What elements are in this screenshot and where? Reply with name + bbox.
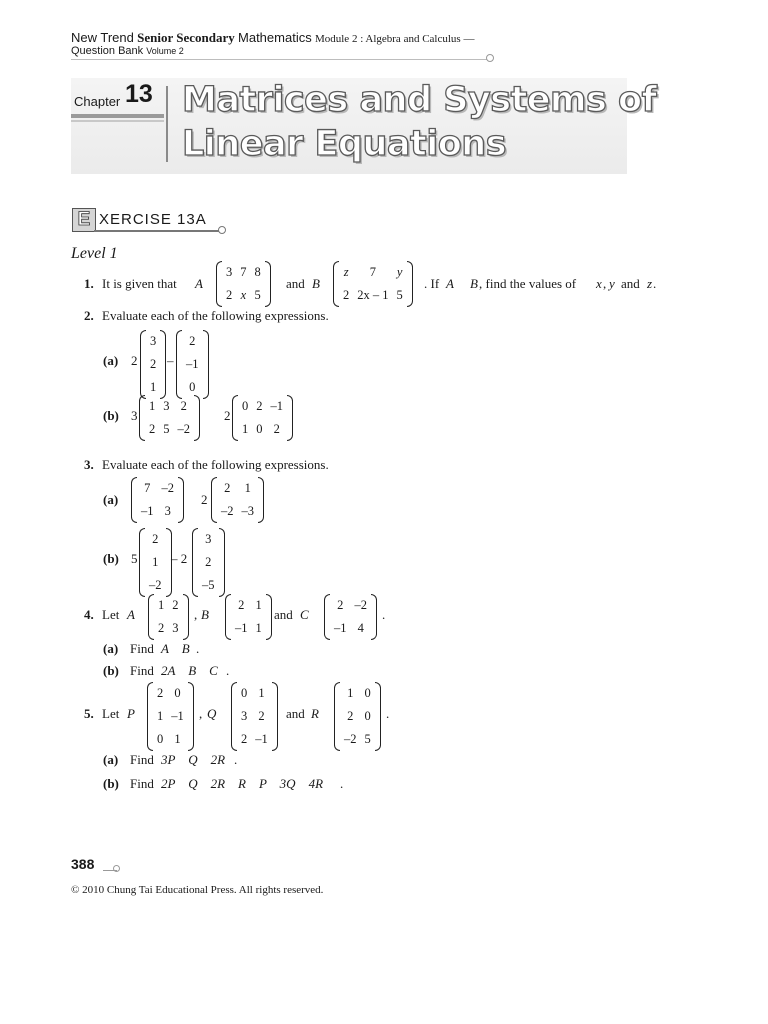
left-bracket bbox=[334, 682, 340, 751]
matrix-entry: 0 bbox=[242, 399, 249, 413]
q5b-label: (b) bbox=[103, 776, 119, 791]
matrix-entry: –1 bbox=[171, 709, 184, 723]
q4-comma: , bbox=[194, 607, 198, 622]
q1-var-y: y bbox=[609, 276, 615, 291]
q5a-expr: 3P Q 2R bbox=[161, 752, 226, 767]
matrix-entry: 3 bbox=[205, 532, 212, 546]
matrix-entry: –1 bbox=[255, 732, 268, 746]
q1-var-z: z bbox=[647, 276, 653, 291]
q5a-label: (a) bbox=[103, 752, 119, 767]
matrix-entry: –1 bbox=[270, 399, 283, 413]
chapter-word: Chapter bbox=[74, 94, 121, 109]
matrix-entry: 1 bbox=[152, 555, 159, 569]
q1-and2: and bbox=[621, 276, 640, 291]
matrix-entries bbox=[222, 261, 265, 307]
matrix-entry: 0 bbox=[364, 686, 371, 700]
q5-let: Let bbox=[102, 706, 120, 721]
matrix-entry: 0 bbox=[174, 686, 181, 700]
left-bracket bbox=[139, 528, 145, 597]
matrix-entry: 7 bbox=[369, 265, 376, 279]
q4a-end: . bbox=[196, 641, 200, 656]
left-bracket bbox=[147, 682, 153, 751]
q4b-find: Find bbox=[130, 663, 154, 678]
q3b-vector-1 bbox=[139, 528, 172, 597]
q3a-matrix-2 bbox=[211, 477, 264, 523]
matrix-entries bbox=[238, 395, 287, 441]
matrix-entries bbox=[340, 682, 375, 751]
q5b-end: . bbox=[340, 776, 344, 791]
chapter-rule-thin bbox=[71, 120, 164, 122]
matrix-entry: z bbox=[343, 265, 349, 279]
q4-period: . bbox=[382, 607, 386, 622]
chapter-number: 13 bbox=[125, 80, 153, 108]
matrix-entry: 3 bbox=[163, 399, 170, 413]
right-bracket bbox=[178, 477, 184, 523]
q2b-label: (b) bbox=[103, 408, 119, 423]
q3a-coef: 2 bbox=[201, 492, 208, 507]
left-bracket bbox=[192, 528, 198, 597]
header-line-1: New Trend Senior Secondary Mathematics Module 2 : Algebra and Calculus — bbox=[71, 30, 475, 45]
matrix-entry: –2 bbox=[149, 578, 162, 592]
matrix-entry: 7 bbox=[144, 481, 151, 495]
matrix-entry: –2 bbox=[221, 504, 234, 518]
matrix-entry: 3 bbox=[172, 621, 179, 635]
matrix-entries bbox=[217, 477, 258, 523]
right-bracket bbox=[375, 682, 381, 751]
q2b-matrix-2 bbox=[232, 395, 293, 441]
q5-comma: , bbox=[199, 706, 203, 721]
matrix-entries bbox=[339, 261, 407, 307]
q2b-coef1: 3 bbox=[131, 408, 138, 423]
matrix-entries bbox=[137, 477, 178, 523]
matrix-entry: 1 bbox=[347, 686, 354, 700]
matrix-entries bbox=[154, 594, 183, 640]
q4-var-a: A bbox=[127, 607, 135, 622]
header-rule bbox=[71, 59, 491, 60]
matrix-entry: 2 bbox=[180, 399, 187, 413]
matrix-entry: 2 bbox=[226, 288, 233, 302]
q5-matrix-q bbox=[231, 682, 278, 751]
matrix-entry: 1 bbox=[158, 598, 165, 612]
matrix-entry: 2 bbox=[149, 422, 156, 436]
page-number: 388 bbox=[71, 856, 95, 872]
q4-matrix-b bbox=[225, 594, 272, 640]
right-bracket bbox=[160, 330, 166, 399]
matrix-entries bbox=[145, 528, 166, 597]
matrix-entries bbox=[153, 682, 188, 751]
q2a-coef: 2 bbox=[131, 353, 138, 368]
level-heading: Level 1 bbox=[71, 245, 118, 262]
q4b-expr: 2A B C bbox=[161, 663, 218, 678]
left-bracket bbox=[333, 261, 339, 307]
q3b-vector-2 bbox=[192, 528, 225, 597]
matrix-entry: 1 bbox=[150, 380, 157, 394]
right-bracket bbox=[272, 682, 278, 751]
q1-text-find: , find the values of bbox=[479, 276, 577, 291]
page-dot-icon bbox=[113, 865, 120, 872]
matrix-entry: 8 bbox=[254, 265, 261, 279]
matrix-entry: 2 bbox=[241, 732, 248, 746]
matrix-entries bbox=[330, 594, 371, 640]
q3-number: 3. bbox=[84, 457, 94, 472]
matrix-entry: –1 bbox=[141, 504, 154, 518]
q3-text: Evaluate each of the following expressions. bbox=[102, 457, 329, 472]
matrix-entry: 3 bbox=[226, 265, 233, 279]
matrix-entry: 1 bbox=[244, 481, 251, 495]
q5-var-r: R bbox=[311, 706, 319, 721]
q3b-op: – 2 bbox=[171, 551, 188, 566]
chapter-title-line1: Matrices and Systems of bbox=[182, 80, 657, 120]
matrix-entry: 2 bbox=[150, 357, 157, 371]
right-bracket bbox=[194, 395, 200, 441]
matrix-entry: 2 bbox=[152, 532, 159, 546]
header-dot-icon bbox=[486, 54, 494, 62]
q5-matrix-p bbox=[147, 682, 194, 751]
q2b-coef2: 2 bbox=[224, 408, 231, 423]
matrix-entries bbox=[145, 395, 194, 441]
matrix-entry: 5 bbox=[163, 422, 170, 436]
q5-matrix-r bbox=[334, 682, 381, 751]
matrix-entry: 1 bbox=[242, 422, 249, 436]
matrix-entry: –3 bbox=[241, 504, 254, 518]
matrix-entry: 2 bbox=[172, 598, 179, 612]
matrix-entry: 2x – 1 bbox=[357, 288, 389, 302]
chapter-rule bbox=[71, 114, 164, 118]
q1-var-b2: B bbox=[470, 276, 478, 291]
matrix-entry: –1 bbox=[235, 621, 248, 635]
matrix-entry: 5 bbox=[254, 288, 261, 302]
q1-matrix-a bbox=[216, 261, 271, 307]
q4b-label: (b) bbox=[103, 663, 119, 678]
matrix-entry: –2 bbox=[344, 732, 357, 746]
header-line-2: Question Bank Volume 2 bbox=[71, 45, 184, 57]
q4b-end: . bbox=[226, 663, 230, 678]
matrix-entry: 2 bbox=[347, 709, 354, 723]
matrix-entry: 2 bbox=[256, 399, 263, 413]
matrix-entry: 3 bbox=[164, 504, 171, 518]
q1-var-a2: A bbox=[446, 276, 454, 291]
matrix-entries bbox=[237, 682, 272, 751]
matrix-entry: 2 bbox=[343, 288, 350, 302]
q3a-label: (a) bbox=[103, 492, 119, 507]
q4-var-c: C bbox=[300, 607, 309, 622]
matrix-entry: y bbox=[396, 265, 403, 279]
q2b-matrix-1 bbox=[139, 395, 200, 441]
right-bracket bbox=[219, 528, 225, 597]
q5b-expr: 2P Q 2R R P 3Q 4R bbox=[161, 776, 324, 791]
q3b-coef1: 5 bbox=[131, 551, 138, 566]
matrix-entry: 2 bbox=[238, 598, 245, 612]
matrix-entry: 1 bbox=[149, 399, 156, 413]
q4-number: 4. bbox=[84, 607, 94, 622]
matrix-entry: –5 bbox=[202, 578, 215, 592]
matrix-entry: 2 bbox=[258, 709, 265, 723]
right-bracket bbox=[265, 261, 271, 307]
q1-var-x: x bbox=[596, 276, 602, 291]
q1-matrix-b bbox=[333, 261, 413, 307]
q5-var-q: Q bbox=[207, 706, 217, 721]
q4-and: and bbox=[274, 607, 293, 622]
q2a-vector-2 bbox=[176, 330, 209, 399]
right-bracket bbox=[407, 261, 413, 307]
q5a-end: . bbox=[234, 752, 238, 767]
matrix-entry: 5 bbox=[396, 288, 403, 302]
chapter-title-line2: Linear Equations bbox=[182, 124, 507, 164]
matrix-entries bbox=[198, 528, 219, 597]
matrix-entry: 0 bbox=[157, 732, 164, 746]
q1-var-b: B bbox=[312, 276, 320, 291]
chapter-divider bbox=[166, 86, 168, 162]
matrix-entry: 0 bbox=[256, 422, 263, 436]
q5a-find: Find bbox=[130, 752, 154, 767]
matrix-entry: 3 bbox=[241, 709, 248, 723]
matrix-entry: 1 bbox=[157, 709, 164, 723]
exercise-letter-icon: E bbox=[72, 208, 96, 232]
q4-var-b: B bbox=[201, 607, 209, 622]
left-bracket bbox=[324, 594, 330, 640]
matrix-entry: 0 bbox=[189, 380, 196, 394]
matrix-entry: –2 bbox=[161, 481, 174, 495]
q3a-matrix-1 bbox=[131, 477, 184, 523]
left-bracket bbox=[131, 477, 137, 523]
q1-comma: , bbox=[603, 276, 607, 291]
matrix-entry: 2 bbox=[158, 621, 165, 635]
right-bracket bbox=[266, 594, 272, 640]
q1-number: 1. bbox=[84, 276, 94, 291]
matrix-entry: 3 bbox=[150, 334, 157, 348]
matrix-entry: 0 bbox=[241, 686, 248, 700]
matrix-entry: x bbox=[240, 288, 247, 302]
left-bracket bbox=[225, 594, 231, 640]
q5-and: and bbox=[286, 706, 305, 721]
q2-number: 2. bbox=[84, 308, 94, 323]
matrix-entry: –2 bbox=[354, 598, 367, 612]
q4-let: Let bbox=[102, 607, 120, 622]
right-bracket bbox=[258, 477, 264, 523]
q4-matrix-c bbox=[324, 594, 377, 640]
exercise-dot-icon bbox=[218, 226, 226, 234]
matrix-entry: –1 bbox=[186, 357, 199, 371]
copyright: © 2010 Chung Tai Educational Press. All rights reserved. bbox=[71, 884, 324, 896]
q4a-label: (a) bbox=[103, 641, 119, 656]
q4-matrix-a bbox=[148, 594, 189, 640]
matrix-entries bbox=[146, 330, 160, 399]
matrix-entry: 0 bbox=[364, 709, 371, 723]
right-bracket bbox=[188, 682, 194, 751]
matrix-entry: 5 bbox=[364, 732, 371, 746]
q5-period: . bbox=[386, 706, 390, 721]
q1-text-if: . If bbox=[424, 276, 440, 291]
left-bracket bbox=[231, 682, 237, 751]
matrix-entry: 2 bbox=[157, 686, 164, 700]
matrix-entry: 1 bbox=[258, 686, 265, 700]
matrix-entry: 1 bbox=[255, 598, 262, 612]
q2-text: Evaluate each of the following expressions. bbox=[102, 308, 329, 323]
q1-and: and bbox=[286, 276, 305, 291]
matrix-entry: 1 bbox=[174, 732, 181, 746]
left-bracket bbox=[232, 395, 238, 441]
q2a-minus: – bbox=[167, 353, 174, 368]
matrix-entry: 2 bbox=[273, 422, 280, 436]
q2a-vector-1 bbox=[140, 330, 166, 399]
q5b-find: Find bbox=[130, 776, 154, 791]
q1-var-a: A bbox=[195, 276, 203, 291]
q4a-find: Find bbox=[130, 641, 154, 656]
matrix-entries bbox=[182, 330, 203, 399]
left-bracket bbox=[140, 330, 146, 399]
matrix-entry: 4 bbox=[357, 621, 364, 635]
left-bracket bbox=[211, 477, 217, 523]
right-bracket bbox=[183, 594, 189, 640]
left-bracket bbox=[216, 261, 222, 307]
right-bracket bbox=[203, 330, 209, 399]
q5-var-p: P bbox=[127, 706, 135, 721]
matrix-entry: 2 bbox=[224, 481, 231, 495]
right-bracket bbox=[287, 395, 293, 441]
q4a-expr: A B bbox=[161, 641, 190, 656]
left-bracket bbox=[139, 395, 145, 441]
q3b-label: (b) bbox=[103, 551, 119, 566]
left-bracket bbox=[148, 594, 154, 640]
exercise-underline bbox=[94, 230, 222, 232]
q1-period: . bbox=[653, 276, 657, 291]
matrix-entry: 2 bbox=[205, 555, 212, 569]
matrix-entry: 2 bbox=[337, 598, 344, 612]
matrix-entries bbox=[231, 594, 266, 640]
matrix-entry: –2 bbox=[177, 422, 190, 436]
matrix-entry: 7 bbox=[240, 265, 247, 279]
left-bracket bbox=[176, 330, 182, 399]
exercise-title: XERCISE 13A bbox=[99, 211, 207, 228]
right-bracket bbox=[371, 594, 377, 640]
q5-number: 5. bbox=[84, 706, 94, 721]
matrix-entry: 1 bbox=[255, 621, 262, 635]
q2a-label: (a) bbox=[103, 353, 119, 368]
matrix-entry: 2 bbox=[189, 334, 196, 348]
q1-text: It is given that bbox=[102, 276, 177, 291]
matrix-entry: –1 bbox=[334, 621, 347, 635]
